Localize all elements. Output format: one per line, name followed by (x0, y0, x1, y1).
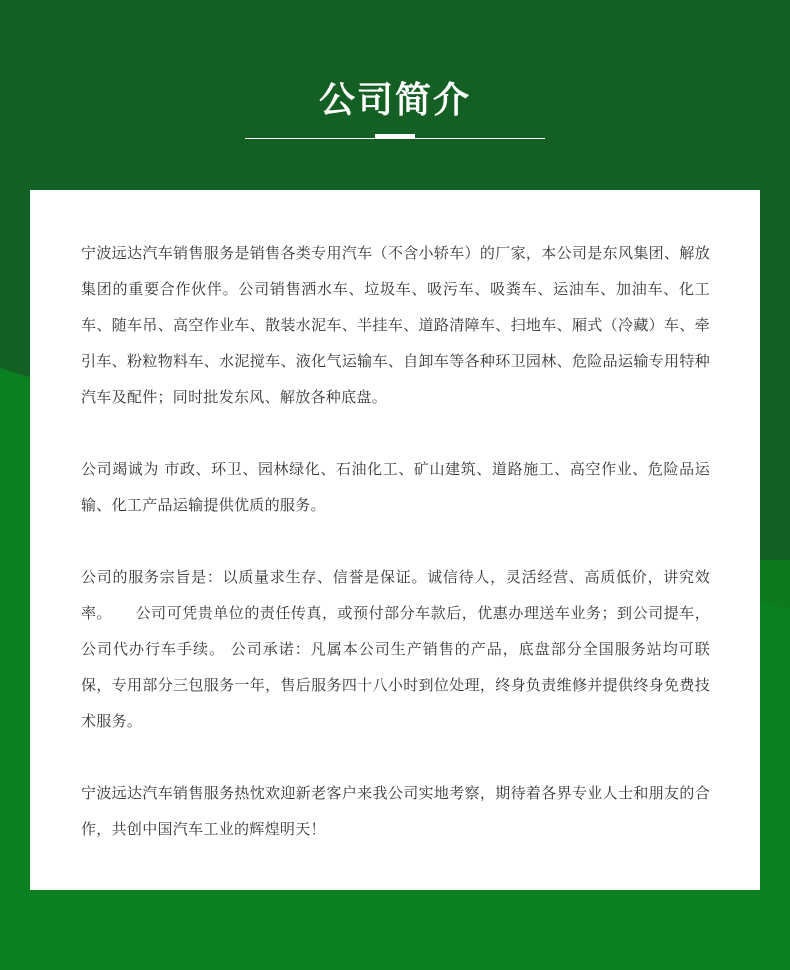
intro-paragraph: 宁波远达汽车销售服务是销售各类专用汽车（不含小轿车）的厂家，本公司是东风集团、解放集团的重要合作伙伴。公司销售洒水车、垃圾车、吸污车、吸粪车、运油车、加油车、化工车、随车吊、高空作业车、散装水泥车、半挂车、道路清障车、扫地车、厢式（冷藏）车、牵引车、粉粒物料车、水泥搅车、液化气运输车、自卸车等各种环卫园林、危险品运输专用特种汽车及配件；同时批发东风、解放各种底盘。 (81, 244, 710, 406)
service-tenet-paragraph: 公司的服务宗旨是：以质量求生存、信誉是保证。诚信待人，灵活经营、高质低价，讲究效率。 公司可凭贵单位的责任传真，或预付部分车款后，优惠办理送车业务；到公司提车，公司代办行车手续。 公司承诺：凡属本公司生产销售的产品，底盘部分全国服务站均可联保，专用部分三包服务一年，售后服务四十八小时到位处理，终身负责维修并提供终身免费技术服务。 (81, 568, 710, 730)
service-scope-paragraph: 公司竭诚为 市政、环卫、园林绿化、石油化工、矿山建筑、道路施工、高空作业、危险品运输、化工产品运输提供优质的服务。 (81, 460, 710, 514)
welcome-paragraph: 宁波远达汽车销售服务热忱欢迎新老客户来我公司实地考察，期待着各界专业人士和朋友的合作，共创中国汽车工业的辉煌明天！ (81, 784, 710, 838)
content-card (30, 190, 760, 890)
page-title: 公司简介 (318, 79, 471, 121)
title-accent-bar (375, 134, 415, 139)
